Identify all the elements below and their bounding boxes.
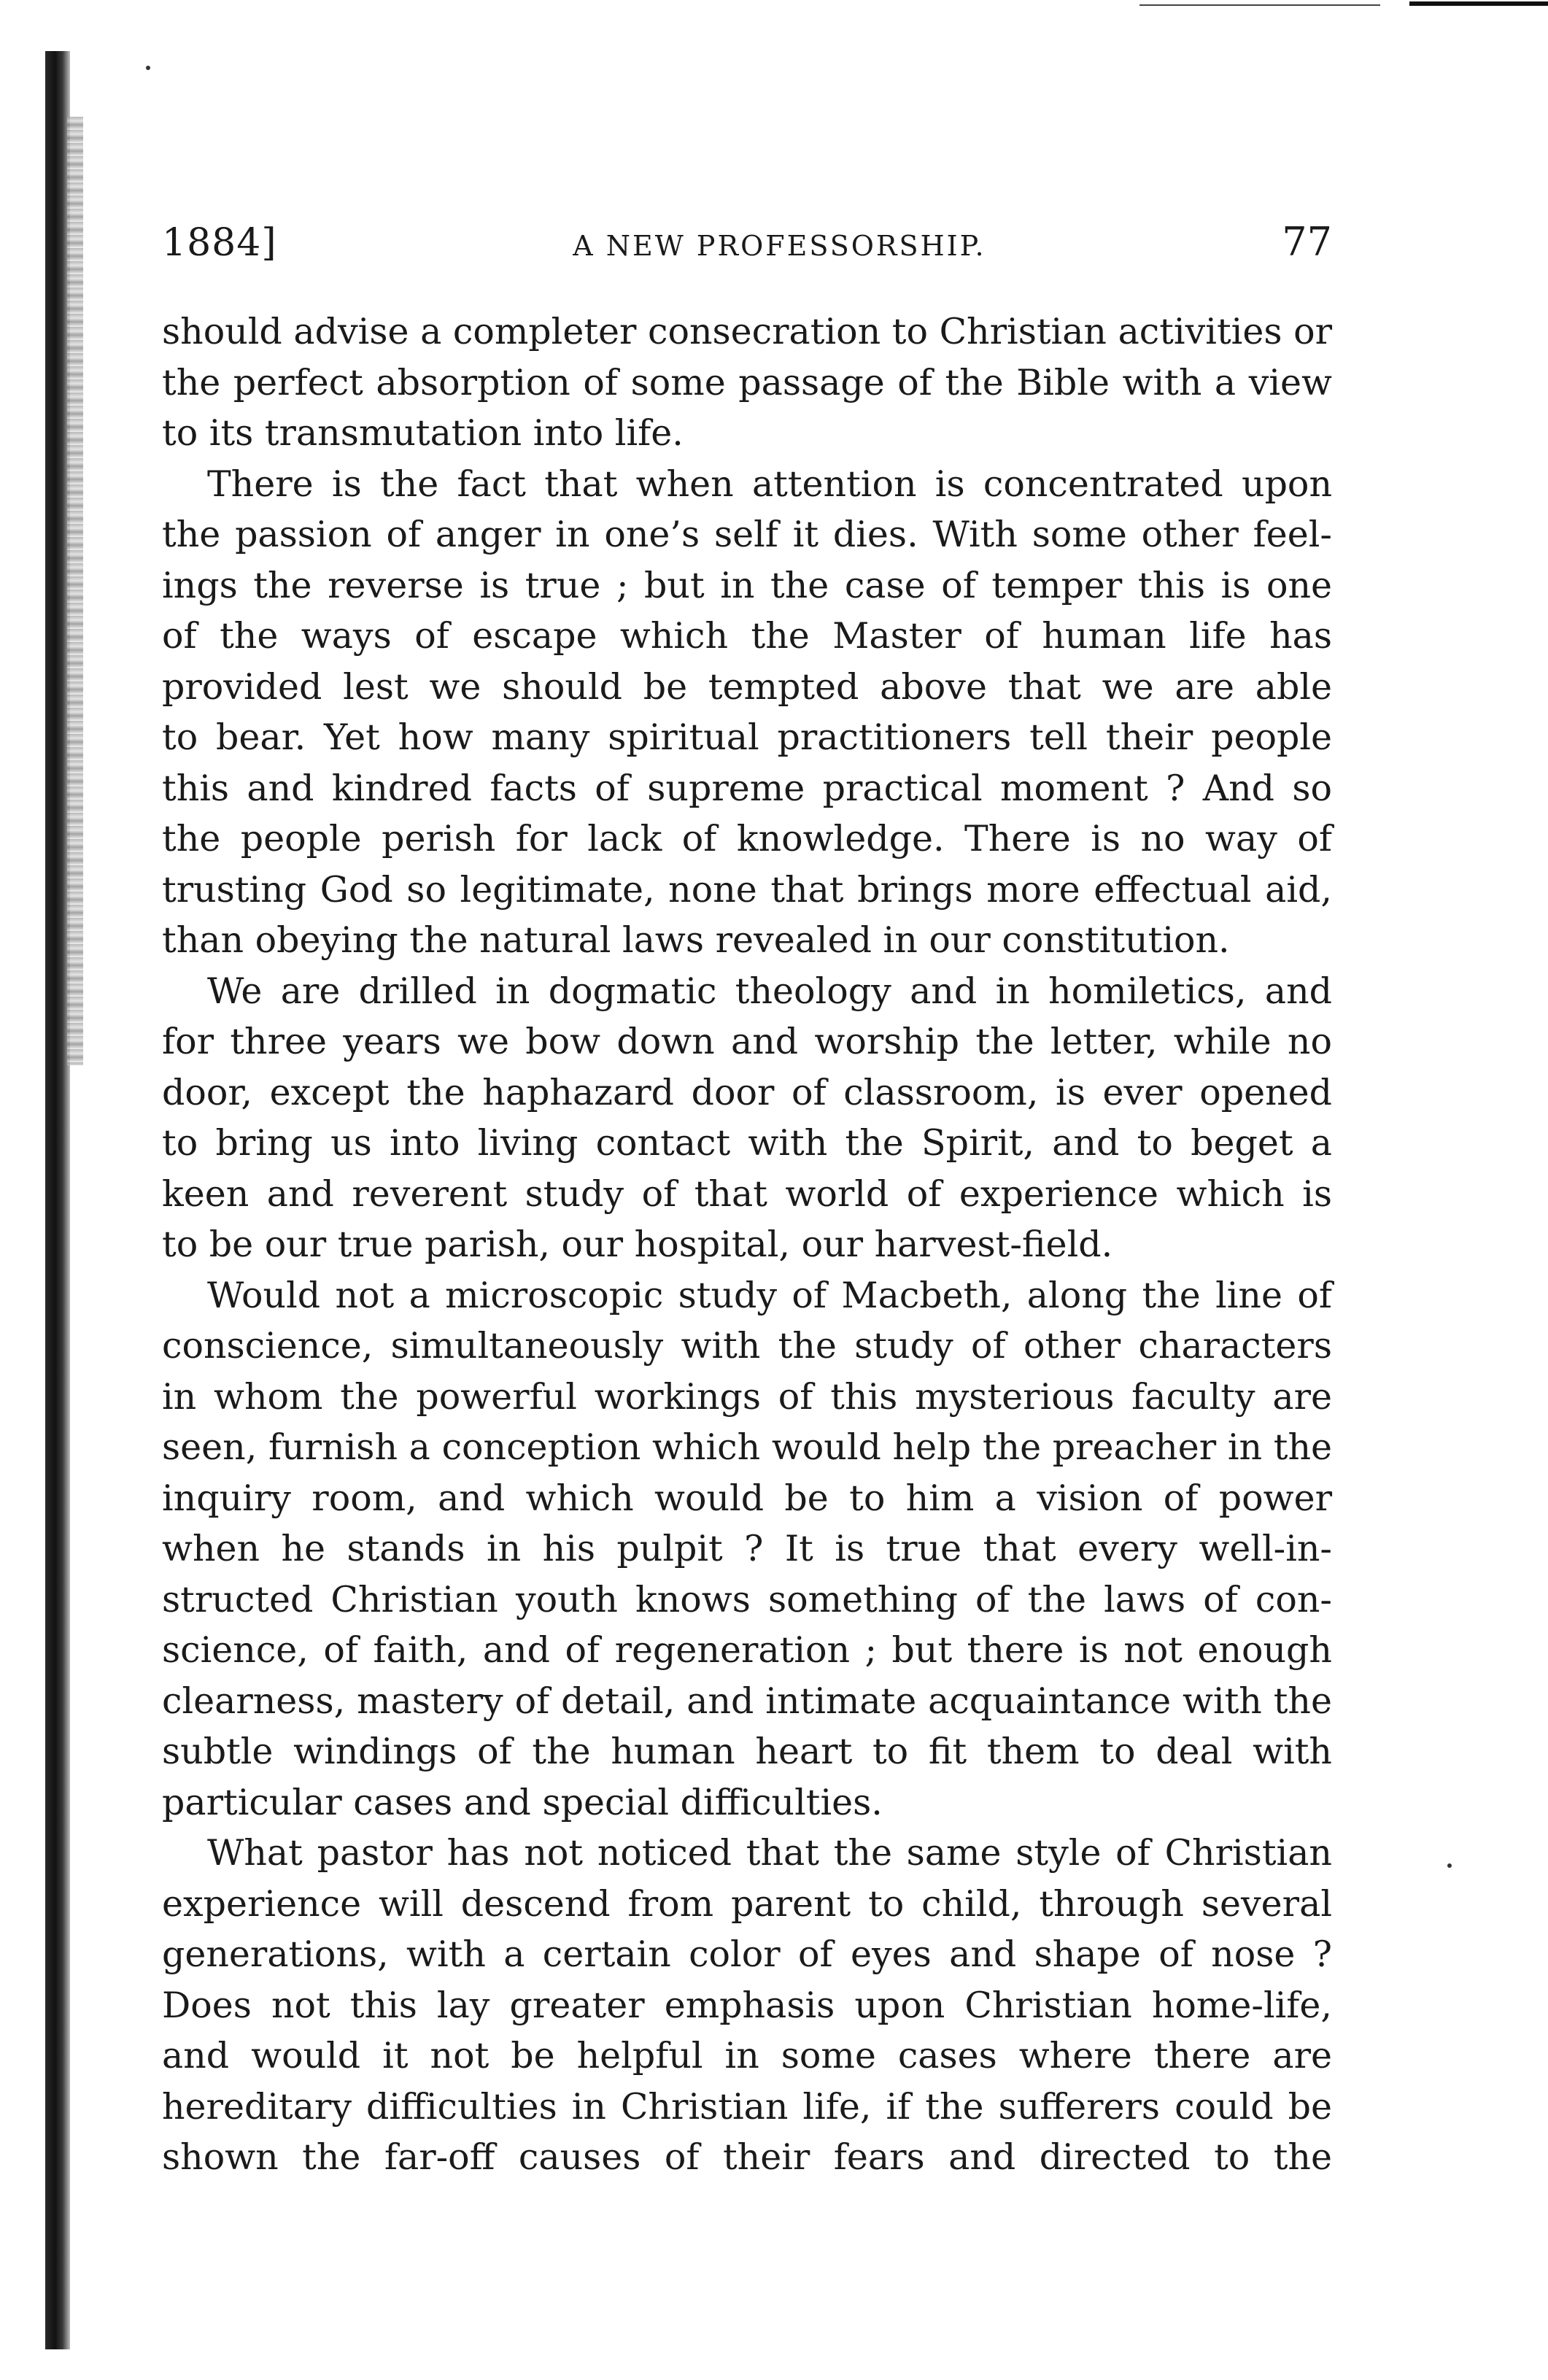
text-line: ings the reverse is true ; but in the case of temper this is one — [162, 564, 1332, 606]
text-line: inquiry room, and which would be to him a vision of power — [162, 1477, 1332, 1519]
text-line: should advise a completer consecration to Christian activities or — [162, 311, 1332, 352]
text-line: when he stands in his pulpit ? It is true that every well-in- — [162, 1528, 1332, 1569]
text-line: to bring us into living contact with the Spirit, and to beget a — [162, 1122, 1332, 1164]
text-line: conscience, simultaneously with the study of other characters — [162, 1325, 1332, 1367]
text-line: in whom the powerful workings of this mysterious faculty are — [162, 1375, 1332, 1418]
text-line: for three years we bow down and worship the letter, while no — [162, 1021, 1332, 1062]
scan-binding-edge — [45, 51, 70, 2349]
scan-top-rule — [1139, 0, 1548, 7]
text-line: We are drilled in dogmatic theology and in homiletics, and — [207, 970, 1332, 1012]
text-line: this and kindred facts of supreme practical moment ? And so — [162, 767, 1332, 809]
text-line: There is the fact that when attention is concentrated upon — [207, 463, 1332, 505]
top-rule-thin — [1139, 4, 1380, 6]
text-line: the perfect absorption of some passage of the Bible with a view — [162, 361, 1332, 403]
scan-binding-speckle — [67, 117, 83, 1065]
text-line: keen and reverent study of that world of experience which is — [162, 1172, 1332, 1215]
running-header — [162, 219, 1332, 277]
scan-speck — [1447, 1863, 1452, 1868]
text-line: to its transmutation into life. — [162, 412, 684, 454]
body-text — [162, 306, 1332, 2183]
page-number: 77 — [1282, 219, 1332, 265]
text-line: trusting God so legitimate, none that brings more effectual aid, — [162, 868, 1332, 911]
text-line: and would it not be helpful in some cases where there are — [162, 2035, 1332, 2076]
text-line: What pastor has not noticed that the same style of Christian — [207, 1832, 1332, 1874]
text-line: shown the far-off causes of their fears and directed to the — [162, 2136, 1332, 2178]
text-line: subtle windings of the human heart to fit them to deal with — [162, 1731, 1332, 1772]
header-year: 1884] — [162, 221, 277, 265]
text-line: Does not this lay greater emphasis upon Christian home-life, — [162, 1984, 1332, 2026]
text-line: structed Christian youth knows something of the laws of con- — [162, 1578, 1332, 1620]
text-line: the passion of anger in one’s self it dies. With some other feel- — [162, 514, 1332, 555]
text-line: of the ways of escape which the Master of human life has — [162, 615, 1332, 657]
text-line: science, of faith, and of regeneration ; but there is not enough — [162, 1629, 1332, 1671]
text-line: to be our true parish, our hospital, our harvest-field. — [162, 1224, 1113, 1265]
text-line: generations, with a certain color of eyes and shape of nose ? — [162, 1933, 1332, 1975]
text-line: hereditary difficulties in Christian life, if the sufferers could be — [162, 2085, 1332, 2128]
text-line: the people perish for lack of knowledge. There is no way of — [162, 818, 1332, 859]
text-line: provided lest we should be tempted above that we are able — [162, 665, 1332, 708]
text-line: clearness, mastery of detail, and intimate acquaintance with the — [162, 1680, 1332, 1722]
top-rule-thick — [1409, 1, 1548, 6]
text-line: particular cases and special difficulties. — [162, 1781, 883, 1823]
text-line: than obeying the natural laws revealed in our constitution. — [162, 919, 1230, 961]
text-line: Would not a microscopic study of Macbeth, along the line of — [207, 1274, 1332, 1316]
text-line: to bear. Yet how many spiritual practitioners tell their people — [162, 716, 1332, 758]
text-line: door, except the haphazard door of classroom, is ever opened — [162, 1071, 1332, 1113]
text-line: experience will descend from parent to child, through several — [162, 1882, 1332, 1925]
scan-speck — [146, 66, 150, 70]
running-title: A NEW PROFESSORSHIP. — [573, 230, 986, 262]
text-line: seen, furnish a conception which would help the preacher in the — [162, 1426, 1332, 1468]
